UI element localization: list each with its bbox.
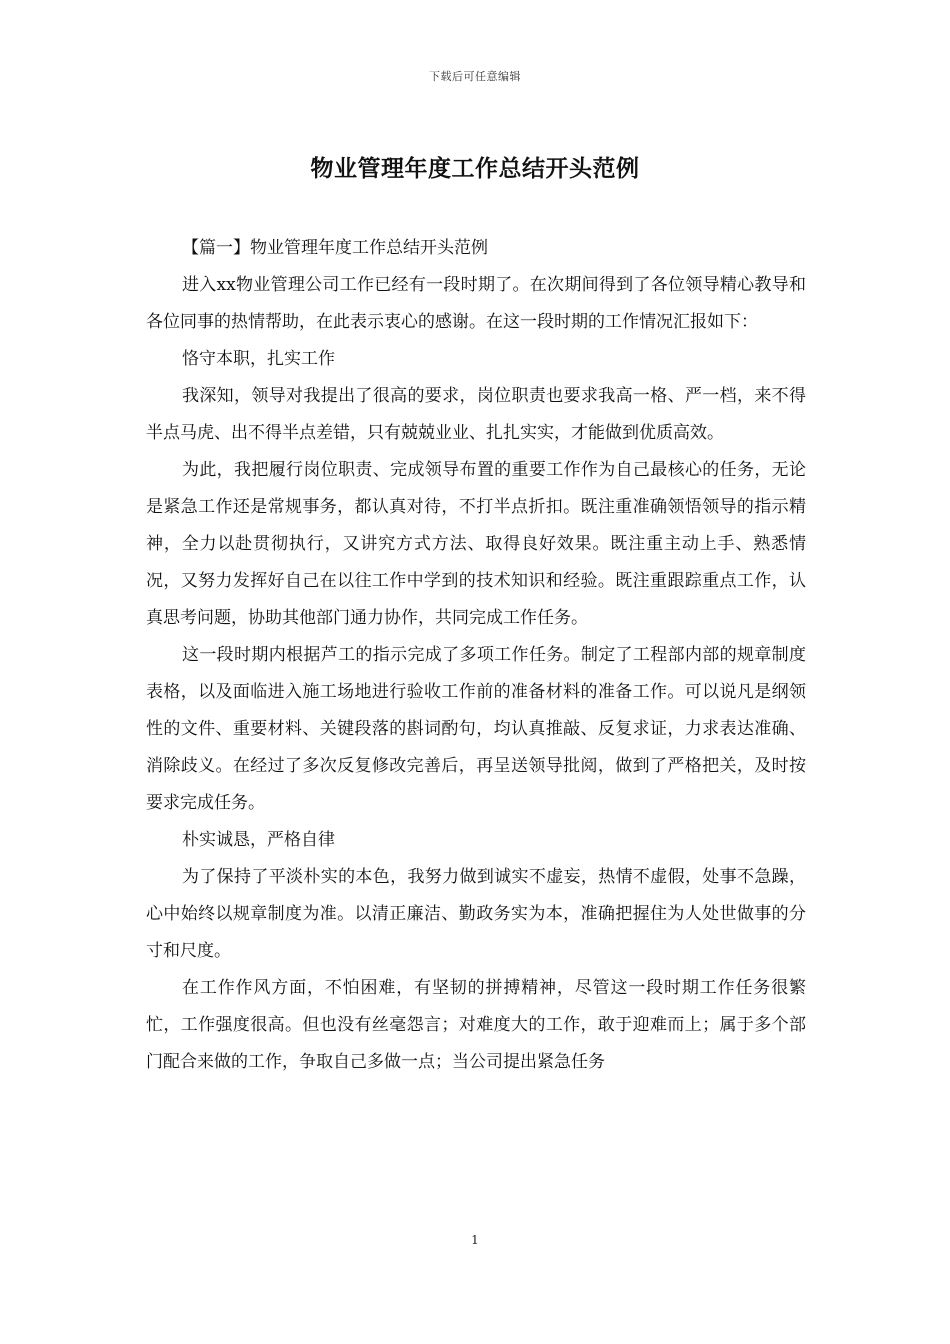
subheading: 朴实诚恳，严格自律 (182, 830, 335, 850)
document-title: 物业管理年度工作总结开头范例 (310, 155, 640, 182)
page-number: 1 (471, 1233, 479, 1247)
subheading: 恪守本职，扎实工作 (182, 349, 335, 369)
section-heading: 【篇一】物业管理年度工作总结开头范例 (182, 238, 488, 258)
paragraph: 为了保持了平淡朴实的本色，我努力做到诚实不虚妄，热情不虚假，处事不急躁，心中始终以规章制度为准。以清正廉洁、勤政务实为本，准确把握住为人处世做事的分寸和尺度。 (146, 867, 806, 961)
paragraph: 进入xx物业管理公司工作已经有一段时期了。在次期间得到了各位领导精心教导和各位同事的热情帮助，在此表示衷心的感谢。在这一段时期的工作情况汇报如下： (146, 275, 806, 332)
paragraph: 在工作作风方面，不怕困难，有坚韧的拼搏精神，尽管这一段时期工作任务很繁忙，工作强度很高。但也没有丝毫怨言；对难度大的工作，敢于迎难而上；属于多个部门配合来做的工作，争取自己多做一点；当公司提出紧急任务 (146, 978, 806, 1072)
header-note: 下载后可任意编辑 (429, 70, 521, 83)
paragraph: 我深知，领导对我提出了很高的要求，岗位职责也要求我高一格、严一档，来不得半点马虎、出不得半点差错，只有兢兢业业、扎扎实实，才能做到优质高效。 (146, 386, 806, 443)
paragraph: 这一段时期内根据芦工的指示完成了多项工作任务。制定了工程部内部的规章制度表格，以及面临进入施工场地进行验收工作前的准备材料的准备工作。可以说凡是纲领性的文件、重要材料、关键段落的斟词酌句，均认真推敲、反复求证，力求表达准确、消除歧义。在经过了多次反复修改完善后，再呈送领导批阅，做到了严格把关，及时按要求完成任务。 (146, 645, 806, 813)
document-body (146, 230, 806, 1081)
paragraph: 为此，我把履行岗位职责、完成领导布置的重要工作作为自己最核心的任务，无论是紧急工作还是常规事务，都认真对待，不打半点折扣。既注重准确领悟领导的指示精神，全力以赴贯彻执行，又讲究方式方法、取得良好效果。既注重主动上手、熟悉情况，又努力发挥好自己在以往工作中学到的技术知识和经验。既注重跟踪重点工作，认真思考问题，协助其他部门通力协作，共同完成工作任务。 (146, 460, 806, 628)
